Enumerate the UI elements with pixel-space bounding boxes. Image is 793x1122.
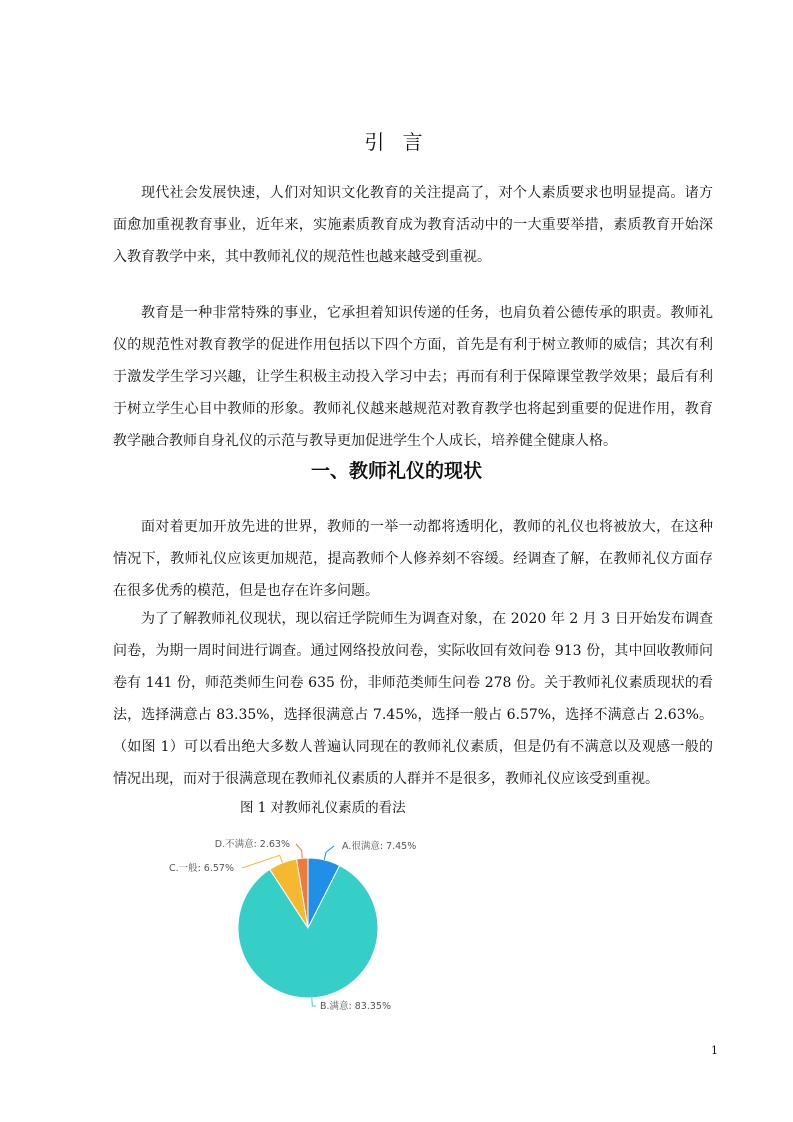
slice-label-very-satisfied: A.很满意: 7.45% (342, 841, 417, 852)
leader-line-dissatisfied (296, 844, 302, 858)
figure-caption: 图 1 对教师礼仪素质的看法 (240, 800, 406, 816)
intro-paragraph-2: 教育是一种非常特殊的事业，它承担着知识传递的任务，也肩负着公德传承的职责。教师礼仪的规范性对教育教学的促进作用包括以下四个方面，首先是有利于树立教师的威信；其次有利于激发学生学习兴趣，让学生积极主动投入学习中去；再而有利于保障课堂教学效果；最后有利于树立学生心目中教师的形象。教师礼仪越来越规范对教育教学也将起到重要的促进作用，教育教学融合教师自身礼仪的示范与教导更加促进学生个人成长，培养健全健康人格。 (113, 305, 713, 449)
slice-label-satisfied: B.满意: 83.35% (320, 1001, 391, 1012)
page-number: 1 (711, 1044, 718, 1057)
pie-chart (150, 822, 490, 1012)
slice-label-average: C.一般: 6.57% (168, 863, 234, 874)
section-paragraph-2: 为了了解教师礼仪现状，现以宿迁学院师生为调查对象，在 2020 年 2 月 3 日开始发布调查问卷，为期一周时间进行调查。通过网络投放问卷，实际收回有效问卷 913 份，其中回收教师问卷有 141 份，师范类师生问卷 635 份，非师范类师生问卷 278 份。关于教师礼仪素质现状的看法，选择满意占 83.35%，选择很满意占 7.45%，选择一般占 6.57%，选择不满意占 2.63%。（如图 1）可以看出绝大多数人普遍认同现在的教师礼仪素质，但是仍有不满意以及观感一般的情况出现，而对于很满意现在教师礼仪素质的人群并不是很多，教师礼仪应该受到重视。 (113, 611, 713, 787)
page-title: 引 言 (364, 130, 429, 154)
pie-chart-svg (150, 822, 490, 1012)
intro-paragraph-1: 现代社会发展快速，人们对知识文化教育的关注提高了，对个人素质要求也明显提高。诸方面愈加重视教育事业，近年来，实施素质教育成为教育活动中的一大重要举措，素质教育开始深入教育教学中来，其中教师礼仪的规范性也越来越受到重视。 (113, 185, 713, 265)
section-heading: 一、教师礼仪的现状 (310, 460, 482, 482)
slice-label-dissatisfied: D.不满意: 2.63% (214, 839, 290, 850)
section-paragraph-1: 面对着更加开放先进的世界，教师的一举一动都将透明化，教师的礼仪也将被放大，在这种情况下，教师礼仪应该更加规范，提高教师个人修养刻不容缓。经调查了解，在教师礼仪方面存在很多优秀的模范，但是也存在许多问题。 (113, 519, 713, 599)
leader-line-very-satisfied (324, 846, 334, 860)
leader-line-satisfied (312, 998, 316, 1006)
